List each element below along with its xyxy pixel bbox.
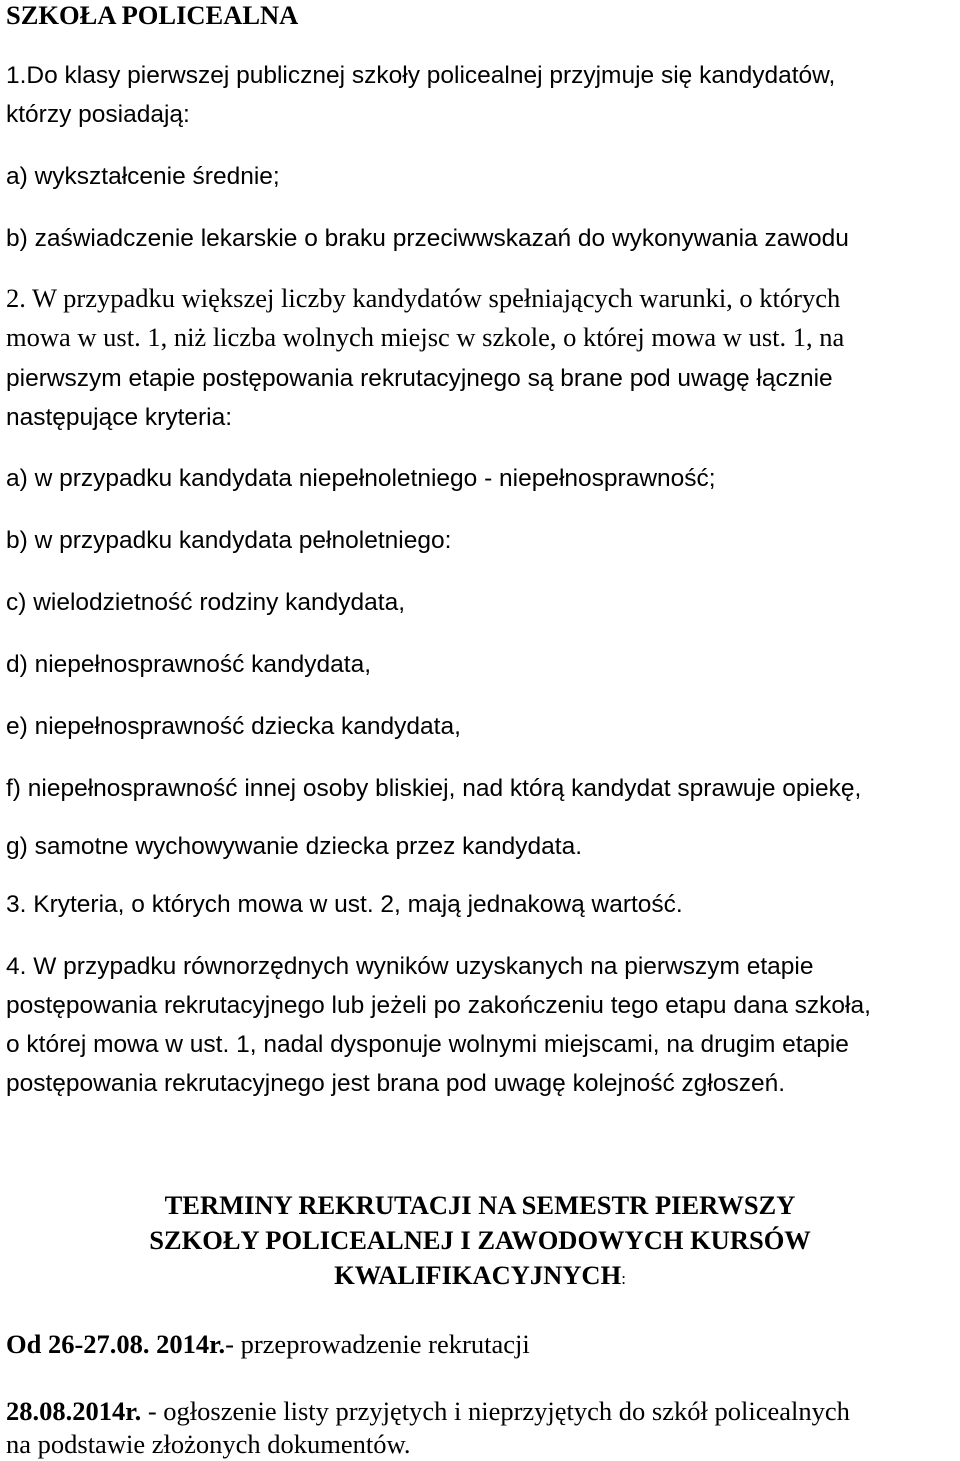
criterion-e: e) niepełnosprawność dziecka kandydata, [6,713,461,740]
section4-line4: postępowania rekrutacyjnego jest brana pod uwagę kolejność zgłoszeń. [6,1070,786,1097]
criterion-b: b) w przypadku kandydata pełnoletniego: [6,527,452,554]
terms-heading-line1: TERMINY REKRUTACJI NA SEMESTR PIERWSZY [164,1190,796,1220]
criterion-d: d) niepełnosprawność kandydata, [6,651,372,678]
section2-line1: 2. W przypadku większej liczby kandydatów spełniających warunki, o których [6,283,841,313]
section4-line2: postępowania rekrutacyjnego lub jeżeli po zakończeniu tego etapu dana szkoła, [6,992,871,1019]
section4-line3: o której mowa w ust. 1, nadal dysponuje wolnymi miejscami, na drugim etapie [6,1031,849,1058]
terms-heading-colon: : [621,1269,626,1288]
terms-entry-2-date: 28.08.2014r. [6,1396,142,1426]
terms-heading-line3 [0,1262,960,1289]
terms-entry-2 [6,1398,850,1425]
section2-line3: pierwszym etapie postępowania rekrutacyjnego są brane pod uwagę łącznie [6,365,833,392]
terms-entry-1 [6,1331,530,1358]
terms-entry-2-line2: na podstawie złożonych dokumentów. [6,1429,411,1459]
criterion-f: f) niepełnosprawność innej osoby bliskiej, nad którą kandydat sprawuje opiekę, [6,775,862,802]
terms-entry-1-date: Od 26-27.08. 2014r. [6,1329,226,1359]
section1-intro-line2: którzy posiadają: [6,101,190,128]
terms-entry-2-text: - ogłoszenie listy przyjętych i nieprzyjętych do szkół policealnych [141,1396,850,1426]
page-title: SZKOŁA POLICEALNA [6,0,299,30]
terms-heading-line2: SZKOŁY POLICEALNEJ I ZAWODOWYCH KURSÓW [149,1225,811,1255]
section3-text: 3. Kryteria, o których mowa w ust. 2, mają jednakową wartość. [6,891,683,918]
terms-heading-line3-text: KWALIFIKACYJNYCH [334,1260,622,1290]
section1-intro-line1: 1.Do klasy pierwszej publicznej szkoły policealnej przyjmuje się kandydatów, [6,62,836,89]
section2-line2: mowa w ust. 1, niż liczba wolnych miejsc w szkole, o której mowa w ust. 1, na [6,322,845,352]
section2-line4: następujące kryteria: [6,404,233,431]
terms-entry-1-text: - przeprowadzenie rekrutacji [225,1329,530,1359]
criterion-g: g) samotne wychowywanie dziecka przez kandydata. [6,833,583,860]
criterion-c: c) wielodzietność rodziny kandydata, [6,589,406,616]
section1-item-b: b) zaświadczenie lekarskie o braku przeciwwskazań do wykonywania zawodu [6,225,849,252]
section1-item-a: a) wykształcenie średnie; [6,163,280,190]
section4-line1: 4. W przypadku równorzędnych wyników uzyskanych na pierwszym etapie [6,953,814,980]
criterion-a: a) w przypadku kandydata niepełnoletniego - niepełnosprawność; [6,465,716,492]
